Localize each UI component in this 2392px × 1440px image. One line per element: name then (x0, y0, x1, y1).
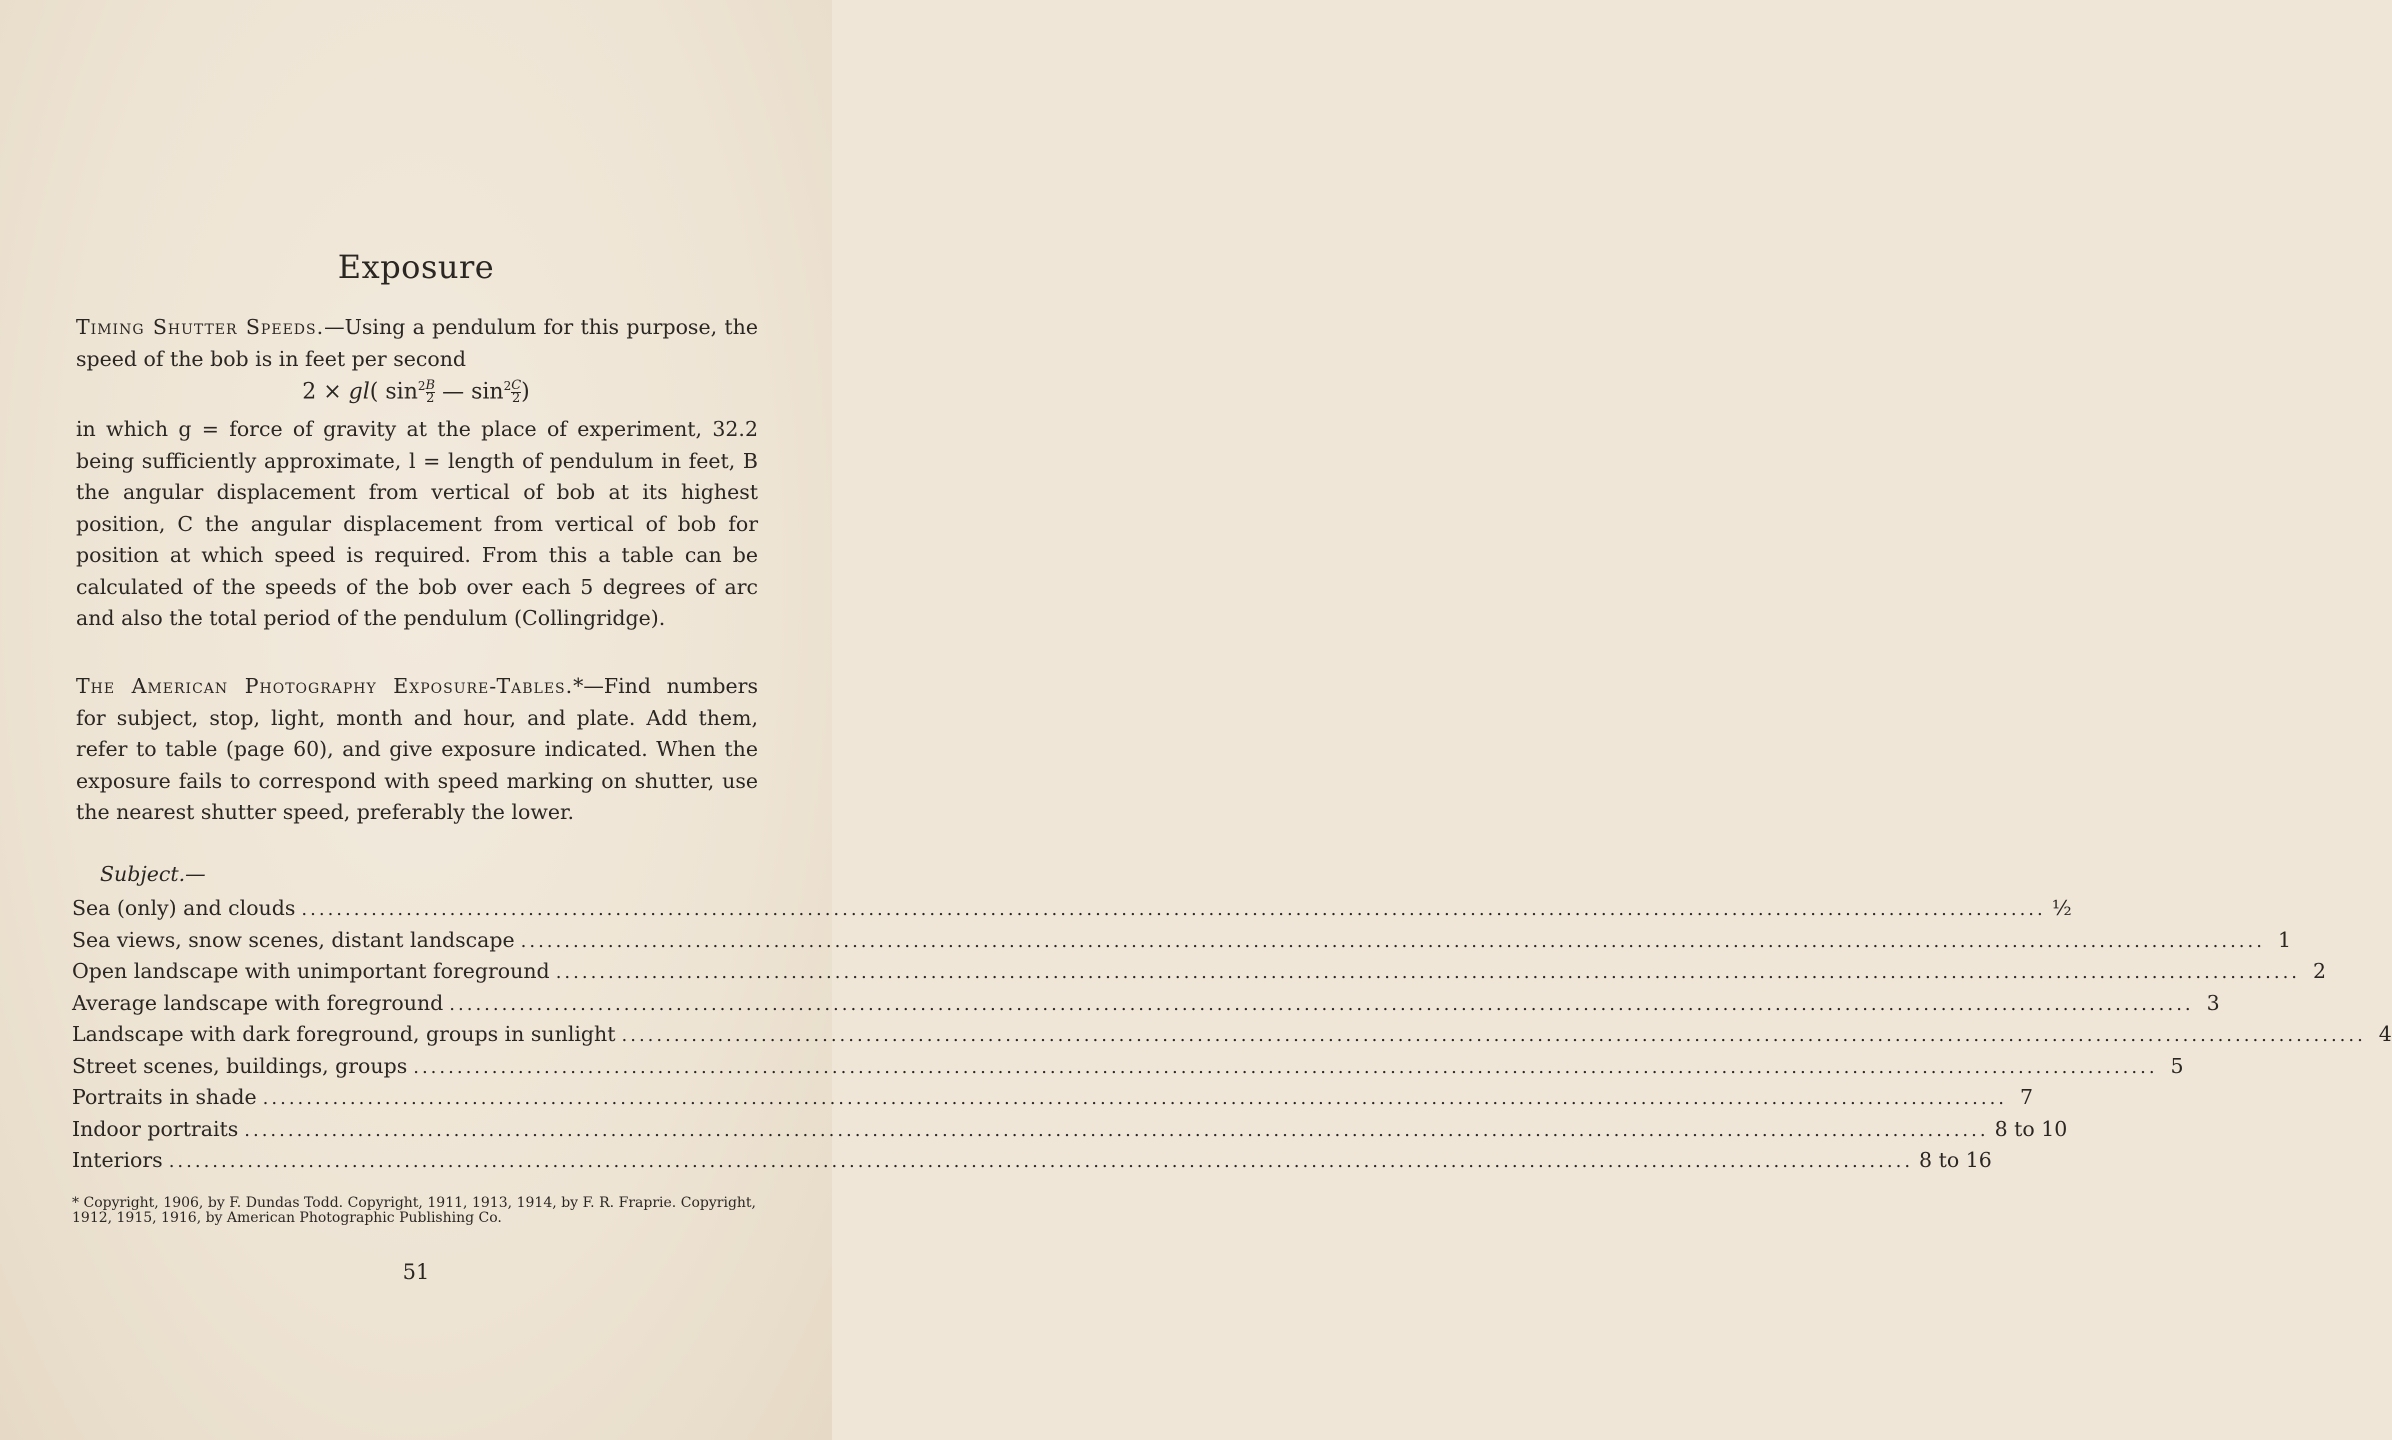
formula-gl: gl (348, 379, 370, 405)
section-exposure-tables (76, 671, 758, 829)
exposure-tables-text: *—Find numbers for subject, stop, light, month and hour, and plate. Add them, refer to table (page 60), and give exposure indicated. When the exposure fails to correspond with speed marking on shutter, use the nearest shutter speed, preferably the lower. (76, 674, 758, 824)
subject-row (72, 956, 2327, 988)
formula-exp-1: 2 (417, 379, 426, 393)
formula-open: ( sin (369, 379, 418, 405)
leader-dots: ........................................................................................................................................................................................................ (301, 899, 2046, 920)
subject-value: 5 (2170, 1053, 2184, 1078)
leader-dots: ........................................................................................................................................................................................................ (449, 993, 2194, 1015)
subject-value: ½ (2051, 896, 2072, 920)
leader-dots: ........................................................................................................................................................................................................ (621, 1025, 2366, 1046)
subject-value: 1 (2277, 927, 2291, 952)
subject-value: 7 (2019, 1085, 2034, 1109)
subject-heading: Subject.— (100, 862, 206, 886)
subject-label: Indoor portraits (72, 1116, 239, 1141)
formula-frac-c-num: C (511, 377, 522, 393)
subject-row (72, 1082, 2034, 1114)
subject-row (72, 1145, 1992, 1177)
subject-value: 3 (2206, 990, 2220, 1015)
subject-label: Portraits in shade (72, 1085, 257, 1109)
subject-label: Open landscape with unimportant foreground (72, 959, 550, 983)
copyright-footnote: * Copyright, 1906, by F. Dundas Todd. Copyright, 1911, 1913, 1914, by F. R. Fraprie. Copyright, 1912, 1915, 1916, by American Photographic Publishing Co. (72, 1195, 756, 1226)
formula-frac-c-den: 2 (512, 390, 521, 406)
section-heading-exposure-tables: The American Photography Exposure-Tables. (76, 674, 574, 698)
subject-row (72, 1114, 2068, 1146)
subject-value: 8 to 10 (1994, 1116, 2068, 1141)
subject-label: Interiors (72, 1148, 163, 1172)
leader-dots: ........................................................................................................................................................................................................ (244, 1119, 1989, 1141)
pendulum-formula (0, 379, 832, 405)
subject-row (72, 1019, 2392, 1051)
formula-frac-b-den: 2 (426, 390, 435, 406)
leader-dots: ........................................................................................................................................................................................................ (413, 1056, 2158, 1078)
leader-dots: ........................................................................................................................................................................................................ (520, 930, 2265, 952)
page-title: Exposure (337, 248, 495, 286)
formula-fraction-b (425, 377, 436, 406)
formula-frac-b-num: B (425, 377, 436, 393)
formula-fraction-c (511, 377, 522, 406)
timing-explanation: in which g = force of gravity at the place of experiment, 32.2 being sufficiently approximate, l = length of pendulum in feet, B the angular displacement from vertical of bob at its highest position, C the angular displacement from vertical of bob for position at which speed is required. From this a table can be calculated of the speeds of the bob over each 5 degrees of arc and also the total period of the pendulum (Collingridge). (76, 417, 758, 630)
subject-row (72, 925, 2291, 957)
subject-value: 2 (2312, 959, 2327, 983)
formula-middle: — sin (435, 379, 504, 405)
leader-dots: ........................................................................................................................................................................................................ (168, 1151, 1914, 1172)
subject-label: Average landscape with foreground (72, 990, 444, 1015)
subject-value: 4 (2378, 1022, 2392, 1046)
timing-intro-text: —Using a pendulum for this purpose, the speed of the bob is in feet per second (76, 315, 758, 371)
page-number: 51 (402, 1260, 430, 1284)
section-heading-timing: Timing Shutter Speeds. (76, 315, 325, 339)
formula-close: ) (521, 379, 530, 405)
formula-exp-2: 2 (503, 379, 512, 393)
subject-row (72, 988, 2220, 1020)
subject-label: Street scenes, buildings, groups (72, 1053, 408, 1078)
section-timing-intro (76, 312, 758, 375)
formula-prefix: 2 × (302, 379, 349, 405)
subject-value: 8 to 16 (1919, 1148, 1992, 1172)
subject-label: Sea (only) and clouds (72, 896, 296, 920)
subject-row (72, 1051, 2184, 1083)
subject-label: Sea views, snow scenes, distant landscape (72, 927, 515, 952)
leader-dots: ........................................................................................................................................................................................................ (262, 1088, 2008, 1109)
leader-dots: ........................................................................................................................................................................................................ (555, 962, 2301, 983)
subject-row (72, 893, 2072, 925)
subject-table (72, 893, 2392, 1177)
subject-label: Landscape with dark foreground, groups in sunlight (72, 1022, 616, 1046)
